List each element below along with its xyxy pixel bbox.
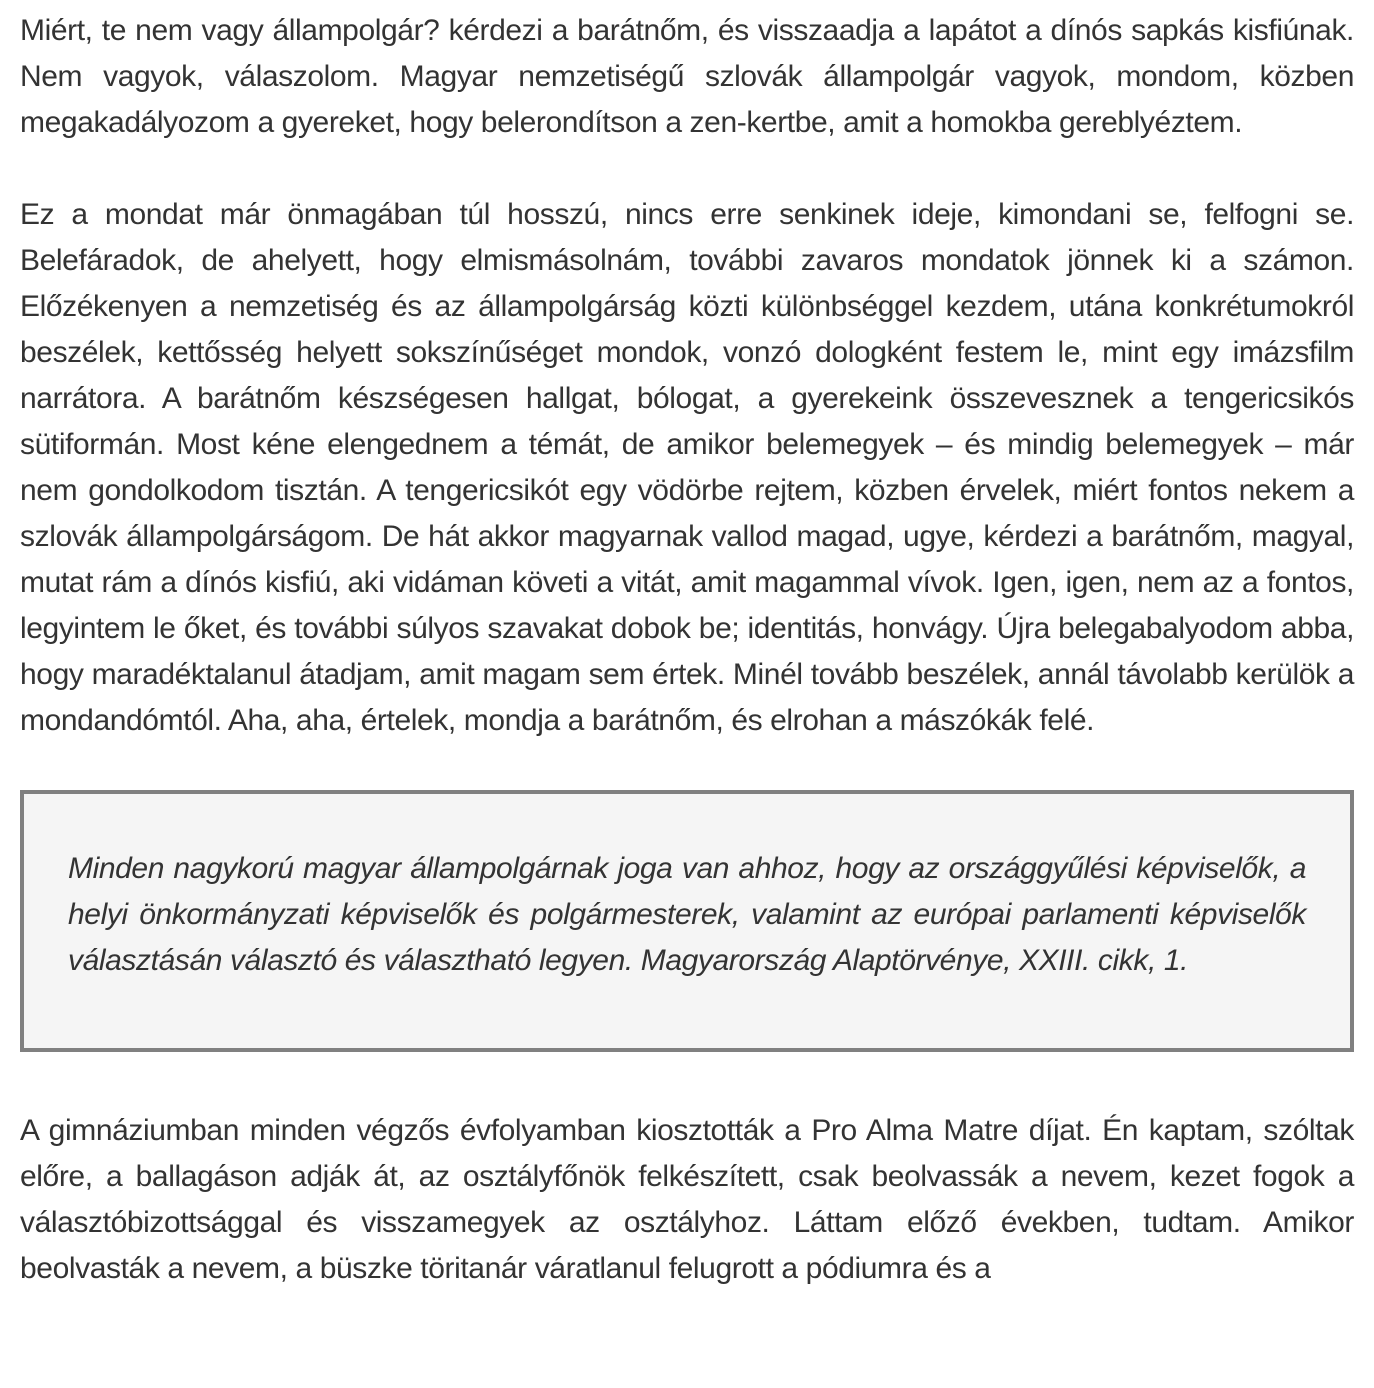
article-paragraph-1: Miért, te nem vagy állampolgár? kérdezi a barátnőm, és visszaadja a lapátot a dínós sapkás kisfiúnak. Nem vagyok, válaszolom. Magyar nemzetiségű szlovák állampolgár vagyok, mondom, közben megakadályozom a gyereket, hogy belerondítson a zen-kertbe, amit a homokba gereblyéztem.	[20, 14, 1354, 139]
constitution-quote-text: Minden nagykorú magyar állampolgárnak joga van ahhoz, hogy az országgyűlési képviselők, a helyi önkormányzati képviselők és polgármesterek, valamint az európai parlamenti képviselők választásán választó és választható legyen. Magyarország Alaptörvénye, XXIII. cikk, 1.	[68, 852, 1306, 977]
article-paragraph-2: Ez a mondat már önmagában túl hosszú, nincs erre senkinek ideje, kimondani se, felfogni se. Belefáradok, de ahelyett, hogy elmismásolnám, további zavaros mondatok jönnek ki a számon. Előzékenyen a nemzetiség és az állampolgárság közti különbséggel kezdem, utána konkrétumokról beszélek, kettősség helyett sokszínűséget mondok, vonzó dologként festem le, mint egy imázsfilm narrátora. A barátnőm készségesen hallgat, bólogat, a gyerekeink összevesznek a tengericsikós sütiformán. Most kéne elengednem a témát, de amikor belemegyek – és mindig belemegyek – már nem gondolkodom tisztán. A tengericsikót egy vödörbe rejtem, közben érvelek, miért fontos nekem a szlovák állampolgárságom. De hát akkor magyarnak vallod magad, ugye, kérdezi a barátnőm, magyal, mutat rám a dínós kisfiú, aki vidáman követi a vitát, amit magammal vívok. Igen, igen, nem az a fontos, legyintem le őket, és további súlyos szavakat dobok be; identitás, honvágy. Újra belegabalyodom abba, hogy maradéktalanul átadjam, amit magam sem értek. Minél tovább beszélek, annál távolabb kerülök a mondandómtól. Aha, aha, értelek, mondja a barátnőm, és elrohan a mászókák felé.	[20, 198, 1354, 737]
constitution-quote-box	[20, 790, 1354, 1052]
article-paragraph-3: A gimnáziumban minden végzős évfolyamban kiosztották a Pro Alma Matre díjat. Én kaptam, szóltak előre, a ballagáson adják át, az osztályfőnök felkészített, csak beolvassák a nevem, kezet fogok a választóbizottsággal és visszamegyek az osztályhoz. Láttam előző években, tudtam. Amikor beolvasták a nevem, a büszke töritanár váratlanul felugrott a pódiumra és a	[20, 1114, 1354, 1285]
